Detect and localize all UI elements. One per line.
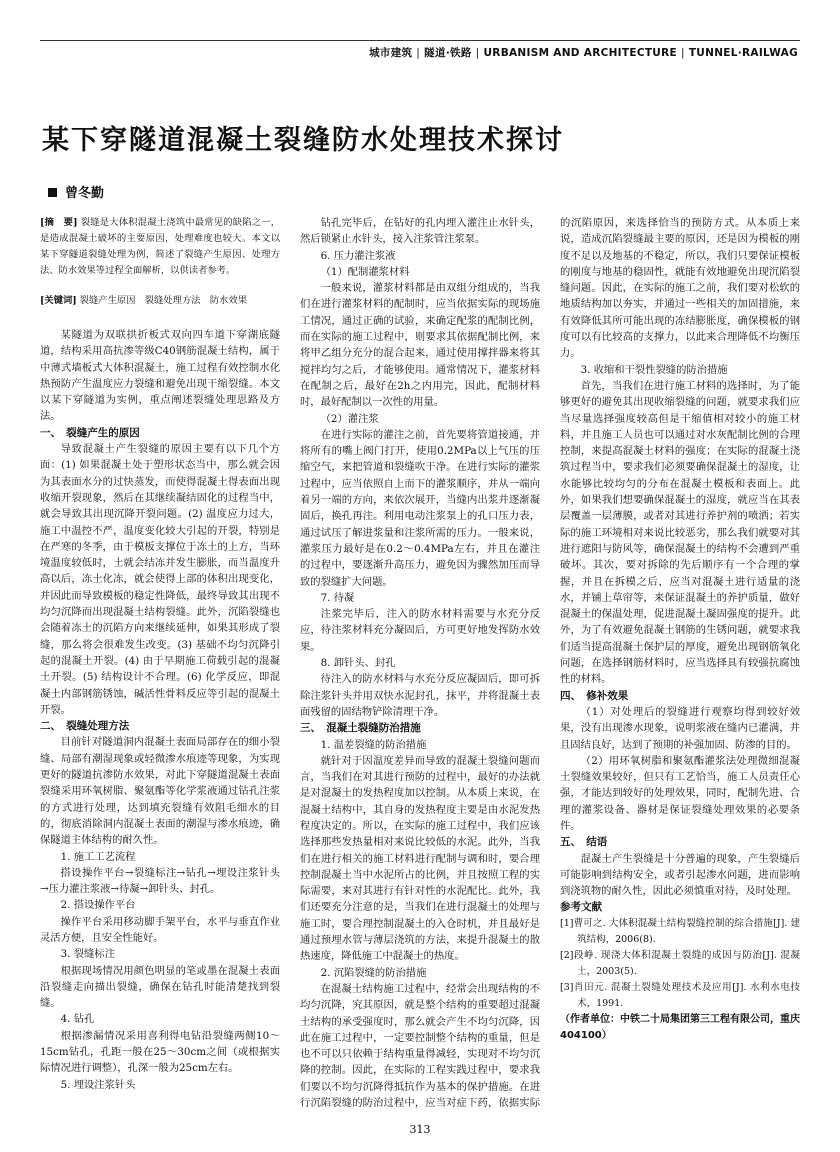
reference-item: [2]段峥. 现浇大体积混凝土裂缝的成因与防治[J]. 混凝土，2003(5).: [560, 949, 800, 977]
running-header: 城市建筑 | 隧道·铁路 | URBANISM AND ARCHITECTURE | TUNNEL·RAILWAG: [369, 47, 798, 59]
article-body: [40, 215, 800, 1120]
subsection-heading: 2. 搭设操作平台: [60, 899, 136, 912]
body-paragraph: 待注入的防水材料与水充分反应凝固后，即可拆除注浆针头并用双快水泥封孔，抹平，并将混凝土表面残留的固结物铲除清理干净。: [300, 673, 540, 718]
subsection-heading: 1. 温差裂缝的防治措施: [320, 738, 427, 751]
keywords: [40, 293, 280, 309]
keywords-label: [关键词]: [40, 295, 77, 306]
article-title: 某下穿隧道混凝土裂缝防水处理技术探讨: [42, 125, 564, 156]
square-bullet-icon: [48, 188, 57, 197]
intro-paragraph: 某隧道为双联拱折板式双向四车道下穿湖底隧道，结构采用高抗渗等级C40钢筋混凝土结构，属于中薄式墙板式大体积混凝土，施工过程有效控制水化热预防产生温度应力裂缝和避免出现干缩裂缝。本文以某下穿隧道为实例，重点阐述裂缝处理思路及方法。: [40, 329, 280, 423]
body-paragraph: （2）用环氧树脂和聚氨酯灌浆法处理微细混凝土裂缝效果较好，但只有工艺恰当，施工人员责任心强，才能达到较好的处理效果，同时，配制先进、合理的灌浆设备、器材是保证裂缝处理效果的必要条件。: [560, 754, 800, 832]
body-paragraph: 目前针对隧道洞内混凝土表面局部存在的细小裂缝、局部有潮湿现象或轻微渗水痕迹等现象，为实现更好的隧道抗渗防水效果，对此下穿隧道混凝土表面裂缝采用环氧树脂、聚氨酯等化学浆液通过钻孔注浆的方式进行处理，达到填充裂缝有效阻毛细水的目的，彻底消除洞内混凝土表面的潮湿与渗水痕迹，确保隧道主体结构的耐久性。: [40, 736, 280, 847]
reference-item: [1]曹可之. 大体积混凝土结构裂缝控制的综合措施[J]. 建筑结构，2006(8).: [560, 917, 800, 945]
references-heading: 参考文献: [560, 901, 602, 914]
body-paragraph: 根据渗漏情况采用喜利得电钻沿裂缝两侧10～15cm钻孔，孔距一般在25～30cm之间（或根据实际情况进行调整），孔深一般为25cm左右。: [40, 1029, 280, 1075]
body-paragraph: 导致混凝土产生裂缝的原因主要有以下几个方面：(1) 如果混凝土处于塑形状态当中，那么就会因为其表面水分的过快蒸发，而使得混凝土得表面出现收缩开裂现象，然后在其继续凝结固化的过程当中，就会导致其出现沉降开裂问题。(2) 温度应力过大，施工中温控不严，温度变化较大引起的开裂，特别是在严寒的冬季，由于模板支撑位于冻土的上方，当环境温度较低时，土就会结冻并发生膨胀，而当温度升高以后，冻土化冻，就会使得上部的体积出现变化，并因此而导致模板的稳定性降低，最终导致其出现不均匀沉降而出现混凝土结构裂缝。此外，沉陷裂缝也会随着冻土的沉陷方向来继续延伸，如果其形成了裂缝，那么将会很难发生改变。(3) 基础不均匀沉降引起的混凝土开裂。(4) 由于早期施工荷载引起的混凝土开裂。(5) 结构设计不合理。(6) 化学反应，即混凝土内部钢筋锈蚀，碱活性骨料反应等引起的混凝土开裂。: [40, 443, 280, 716]
author-line: [48, 182, 104, 201]
abstract-text: 裂缝是大体积混凝土浇筑中最常见的缺陷之一，是造成混凝土破坏的主要原因，处理难度也较大。本文以某下穿隧道裂缝处理为例，简述了裂缝产生原因、处理方法、防水效果等过程全面解析，以供读者参考。: [40, 217, 280, 276]
body-paragraph: 注浆完毕后，注入的防水材料需要与水充分反应，待注浆材料充分凝固后，方可更好地发挥防水效果。: [300, 608, 540, 653]
body-paragraph: 根据现场情况用颜色明显的笔或墨在混凝土表面沿裂缝走向描出裂缝，确保在钻孔时能清楚找到裂缝。: [40, 964, 280, 1010]
body-paragraph: 在混凝土结构施工过程中，经常会出现结构的不均匀沉降，究其原因，就是整个结构的重要超过混凝土结构的承受强度时，那么就会产生不均匀沉降，因此在施工过程中，一定要控制整个结构的重量，但是也不可以只依赖于结构重量得减轻，实现对不均匀沉降的控制。因此，在实际的工程实践过程中，要求我们要以不均匀沉降得抵抗作为基本的保护措施。在进行沉陷裂缝的防治过程中，应当对症下药，依据实际的沉陷原因，来选择恰当的预防方式。从本质上来说，造成沉陷裂缝最主要的原因，还是因为模板的刚度不足以及地基的不稳定，所以，我们只要保证模板的刚度与地基的稳固性，就能有效地避免出现沉陷裂缝问题。因此，在实际的施工之前，我们要对松软的地质结构加以夯实，并通过一些相关的加固措施，来有效降低其所可能出现的冻结膨胀度，确保模板的钢度可以有比较高的支撑力，以此来合理降低不均衡压力。: [300, 217, 800, 1110]
section-heading: 一、 裂缝产生的原因: [40, 426, 140, 439]
subsection-heading: 3. 裂缝标注: [60, 948, 115, 961]
subsection-heading: 7. 待凝: [320, 591, 355, 604]
body-paragraph: （1）对处理后的裂缝进行观察均得到较好效果，没有出现渗水现象，说明浆液在缝内已灌满，并且固结良好，达到了预期的补强加固、防渗的目的。: [560, 705, 800, 751]
section-heading: 四、 修补效果: [560, 689, 629, 702]
body-paragraph: 操作平台采用移动脚手架平台，水平与垂直作业灵活方便，且安全性能好。: [40, 915, 280, 944]
section-heading: 三、 混凝土裂缝防治措施: [300, 722, 421, 735]
header-segment: URBANISM AND ARCHITECTURE: [483, 47, 677, 59]
body-paragraph: 混凝土产生裂缝是十分普遍的现象，产生裂缝后可能影响到结构安全，或者引起渗水问题，进而影响到浇筑物的耐久性，因此必须慎重对待，及时处理。: [560, 852, 800, 898]
subsection-heading: 6. 压力灌注浆液: [320, 249, 396, 262]
section-heading: 二、 裂缝处理方法: [40, 720, 130, 733]
body-paragraph: 在进行实际的灌注之前，首先要将管道接通，并将所有的嘴上阀门打开，使用0.2MPa以上气压的压缩空气，来把管道和裂缝吹干净。在进行实际的灌浆过程中，应当依照自上而下的灌浆顺序，并从一端向着另一端的方向，来依次展开，当缝内出浆并逐渐凝固后，换孔再注。利用电动注浆泵上的孔口压力表，通过试压了解进浆量和注浆所需的压力。一般来说，灌浆压力最好是在0.2～0.4MPa左右，并且在灌注的过程中，要逐渐升高压力，避免因为骤然加压而导致的裂缝扩大问题。: [300, 428, 540, 588]
body-paragraph: 搭设操作平台→裂缝标注→钻孔→埋设注浆针头→压力灌注浆液→待凝→卸针头、封孔。: [40, 866, 280, 896]
subsection-heading: 4. 钻孔: [60, 1013, 95, 1026]
subsection-heading: 5. 埋设注浆针头: [60, 1078, 136, 1091]
body-paragraph: 就针对于因温度差异而导致的混凝土裂缝问题而言，当我们在对其进行预防的过程中，最好的办法就是对混凝土的发热程度加以控制。从本质上来说，在混凝土结构中，其自身的发热程度主要是由水泥发热程度决定的。所以，在实际的施工过程中，我们应该选择那些发热量相对来说比较低的水泥。此外，当我们在进行相关的施工材料进行配制与调和时，要合理控制混凝土当中水泥所占的比例，并且按照工程的实际需要，来对其进行有针对性的水泥配比。此外，我们还要充分注意的是，当我们在进行混凝土的处理与施工时，要合理控制混凝土的入仓时机，并且最好是通过预埋水管与薄层浇筑的方法，来提升混凝土的散热速度，降低施工中混凝土的热度。: [300, 754, 540, 963]
subsubsection-heading: （1）配制灌浆材料: [320, 265, 410, 278]
header-segment: TUNNEL·RAILWAG: [688, 47, 798, 59]
subsection-heading: 2. 沉陷裂缝的防治措施: [320, 966, 427, 979]
section-heading: 五、 结语: [560, 836, 608, 849]
author-affiliation: （作者单位：中铁二十局集团第三工程有限公司，重庆 404100）: [560, 1013, 800, 1041]
subsection-heading: 3. 收缩和干裂性裂缝的防治措施: [580, 363, 728, 376]
page-number: 313: [409, 1123, 431, 1136]
abstract: [40, 215, 280, 279]
body-paragraph: 一般来说，灌浆材料都是由双组分组成的，当我们在进行灌浆材料的配制时，应当依据实际的现场施工情况，通过正确的试验，来确定配浆的配制比例，而在实际的施工过程中，则要求其依据配制比例，来将甲乙组分充分的混合起来，通过使用撑拌器来将其搅拌均匀之后，才能够使用。通常情况下，灌浆材料在配制之后，最好在2h之内用完，因此，配制材料时，最好配制以一次性的用量。: [300, 282, 540, 409]
body-paragraph: 钻孔完毕后，在钻好的孔内埋入灌注止水针头，然后锁紧止水针头，接入注浆管注浆泵。: [300, 217, 540, 246]
header-rule: [40, 40, 800, 41]
subsubsection-heading: （2）灌注浆: [320, 412, 379, 425]
header-segment: 城市建筑: [369, 47, 413, 59]
abstract-label: [摘 要]: [40, 217, 78, 228]
subsection-heading: 1. 施工工艺流程: [60, 850, 136, 863]
keywords-text: 裂缝产生原因 裂缝处理方法 防水效果: [79, 295, 248, 306]
body-paragraph: 首先，当我们在进行施工材料的选择时，为了能够更好的避免其出现收缩裂缝的问题，就要求我们应当尽量选择强度较高但是干缩值相对较小的施工材料，并且施工人员也可以通过对水灰配制比例的合理控制，来提高混凝土材料的强度；在实际的混凝土浇筑过程当中，要求我们必须要确保混凝土的湿度，让水能够比较均匀的分布在混凝土模板和表面上。此外，如果我们想要确保混凝土的湿度，就应当在其表层覆盖一层薄膜，或者对其进行养护剂的喷洒；若实际的施工环境相对来说比较恶劣，那么我们就要对其进行遮阳与防风等，确保混凝土的结构不会遭到严重破坏。其次，要对拆除的先后顺序有一个合理的掌握，并且在拆模之后，应当对混凝土进行适量的浇水，并铺上草帘等，来保证混凝土的养护质量，做好混凝土的保温处理，促进混凝土凝固强度的提升。此外，为了有效避免混凝土钢筋的生锈问题，就要求我们适当提高混凝土保护层的厚度，避免出现钢筋氧化问题，在选择钢筋材料时，应当选择具有较强抗腐蚀性的材料。: [560, 379, 800, 686]
subsection-heading: 8. 卸针头、封孔: [320, 657, 396, 670]
reference-item: [3]肖田元. 混凝土裂缝处理技术及应用[J]. 水利水电技术，1991.: [560, 981, 800, 1009]
author-name: 曾冬勤: [65, 186, 105, 201]
header-segment: 隧道·铁路: [424, 47, 472, 59]
